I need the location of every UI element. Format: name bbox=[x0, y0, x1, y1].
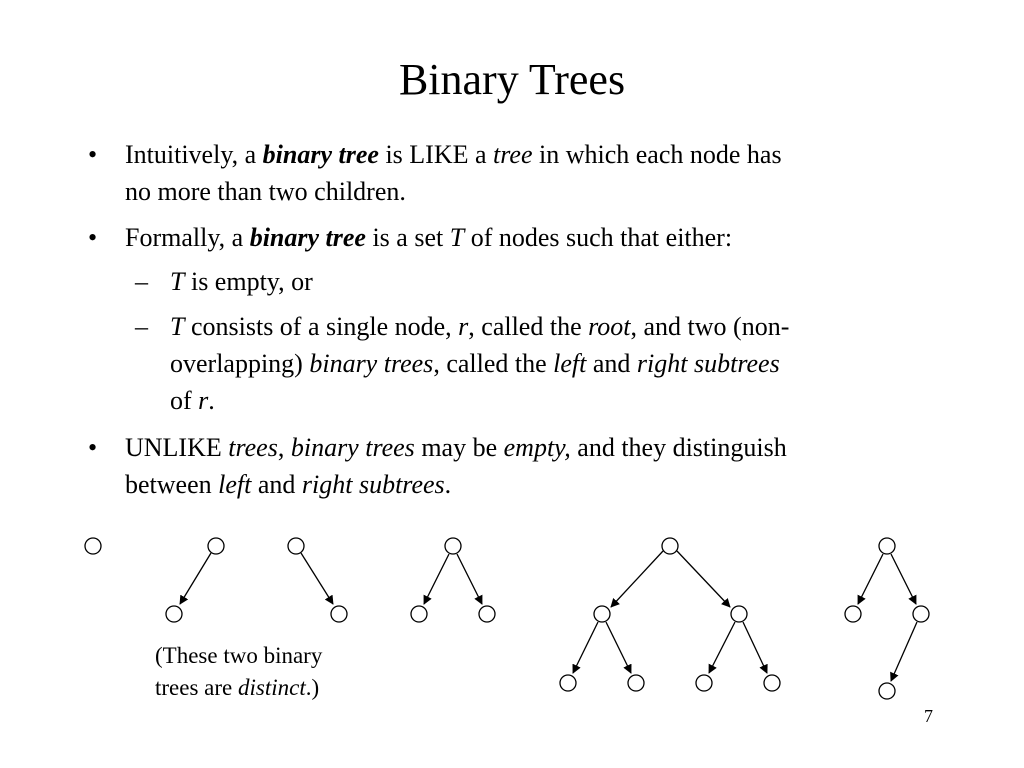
tree-node bbox=[594, 606, 610, 622]
text-run: T bbox=[449, 223, 465, 252]
tree-node bbox=[628, 675, 644, 691]
text-run: of bbox=[170, 386, 199, 415]
tree-node bbox=[411, 606, 427, 622]
tree-edge bbox=[301, 553, 333, 604]
tree-right-child bbox=[288, 538, 347, 622]
text-run: consists of a single node, bbox=[184, 312, 459, 341]
tree-node bbox=[764, 675, 780, 691]
text-run: binary trees bbox=[290, 433, 415, 462]
text-run: left bbox=[218, 470, 252, 499]
tree-edge bbox=[611, 551, 663, 607]
tree-node bbox=[696, 675, 712, 691]
text-run: is empty, or bbox=[184, 267, 313, 296]
text-run: is a set bbox=[365, 223, 450, 252]
text-run: Intuitively, a bbox=[125, 140, 263, 169]
text-run: . bbox=[444, 470, 452, 499]
text-run: , and two (non- bbox=[630, 312, 790, 341]
tree-node bbox=[731, 606, 747, 622]
text-run: . bbox=[208, 386, 215, 415]
text-run: left bbox=[553, 349, 587, 378]
dash-marker: – bbox=[135, 312, 148, 341]
tree-node bbox=[560, 675, 576, 691]
text-run: right subtrees bbox=[301, 470, 445, 499]
dash-marker: – bbox=[135, 267, 148, 296]
text-run: is LIKE a bbox=[378, 140, 494, 169]
tree-edge bbox=[891, 622, 917, 681]
tree-left-child bbox=[166, 538, 224, 622]
text-run: and bbox=[586, 349, 637, 378]
text-run: , bbox=[277, 433, 291, 462]
tree-single-node bbox=[85, 538, 101, 554]
tree-edge bbox=[424, 554, 449, 604]
text-run: and bbox=[251, 470, 302, 499]
text-run: UNLIKE bbox=[125, 433, 229, 462]
tree-full bbox=[560, 538, 780, 691]
tree-node bbox=[845, 606, 861, 622]
tree-edge bbox=[457, 554, 482, 604]
text-run: T bbox=[170, 312, 185, 341]
text-run: r bbox=[198, 386, 209, 415]
tree-node bbox=[288, 538, 304, 554]
tree-node bbox=[445, 538, 461, 554]
tree-caption bbox=[155, 640, 322, 704]
tree-unbalanced bbox=[845, 538, 929, 699]
tree-node bbox=[879, 538, 895, 554]
text-run: binary tree bbox=[262, 140, 379, 169]
text-run: Formally, a bbox=[125, 223, 250, 252]
bullet-marker: • bbox=[88, 223, 98, 252]
tree-two-children bbox=[411, 538, 495, 622]
tree-node bbox=[166, 606, 182, 622]
tree-node bbox=[662, 538, 678, 554]
text-run: right subtrees bbox=[636, 349, 780, 378]
tree-edge bbox=[891, 554, 916, 604]
tree-edge bbox=[573, 622, 598, 673]
bullet-marker: • bbox=[88, 433, 98, 462]
text-run: root bbox=[588, 312, 631, 341]
tree-node bbox=[331, 606, 347, 622]
text-run: and they distinguish bbox=[570, 433, 787, 462]
caption-line-2 bbox=[155, 672, 322, 704]
tree-edge bbox=[858, 554, 883, 604]
tree-edge bbox=[743, 622, 767, 673]
caption-line-2-suffix: .) bbox=[305, 675, 320, 700]
tree-node bbox=[913, 606, 929, 622]
text-run: of nodes such that either: bbox=[464, 223, 733, 252]
text-run: binary trees bbox=[309, 349, 434, 378]
text-run: may be bbox=[414, 433, 504, 462]
text-run: trees bbox=[228, 433, 278, 462]
text-run: empty, bbox=[503, 433, 571, 462]
text-run: , called the bbox=[468, 312, 589, 341]
text-run: overlapping) bbox=[170, 349, 310, 378]
text-run: , called the bbox=[433, 349, 554, 378]
text-run: T bbox=[170, 267, 185, 296]
tree-edge bbox=[709, 622, 735, 673]
tree-edge bbox=[606, 622, 631, 673]
slide-title: Binary Trees bbox=[398, 55, 626, 104]
tree-node bbox=[479, 606, 495, 622]
caption-line-1: (These two binary bbox=[155, 643, 323, 668]
tree-node bbox=[85, 538, 101, 554]
caption-line-2-prefix: trees are bbox=[155, 675, 238, 700]
text-run: binary tree bbox=[249, 223, 366, 252]
tree-node bbox=[879, 683, 895, 699]
text-run: tree bbox=[493, 140, 533, 169]
tree-edge bbox=[180, 553, 211, 604]
text-run: between bbox=[125, 470, 219, 499]
caption-emphasis: distinct bbox=[238, 675, 306, 700]
text-run: in which each node has bbox=[532, 140, 782, 169]
bullet-1-line-2: no more than two children. bbox=[125, 177, 406, 206]
bullet-marker: • bbox=[88, 140, 98, 169]
page-number: 7 bbox=[924, 706, 933, 726]
tree-node bbox=[208, 538, 224, 554]
text-run: r bbox=[458, 312, 469, 341]
tree-edge bbox=[677, 551, 730, 607]
